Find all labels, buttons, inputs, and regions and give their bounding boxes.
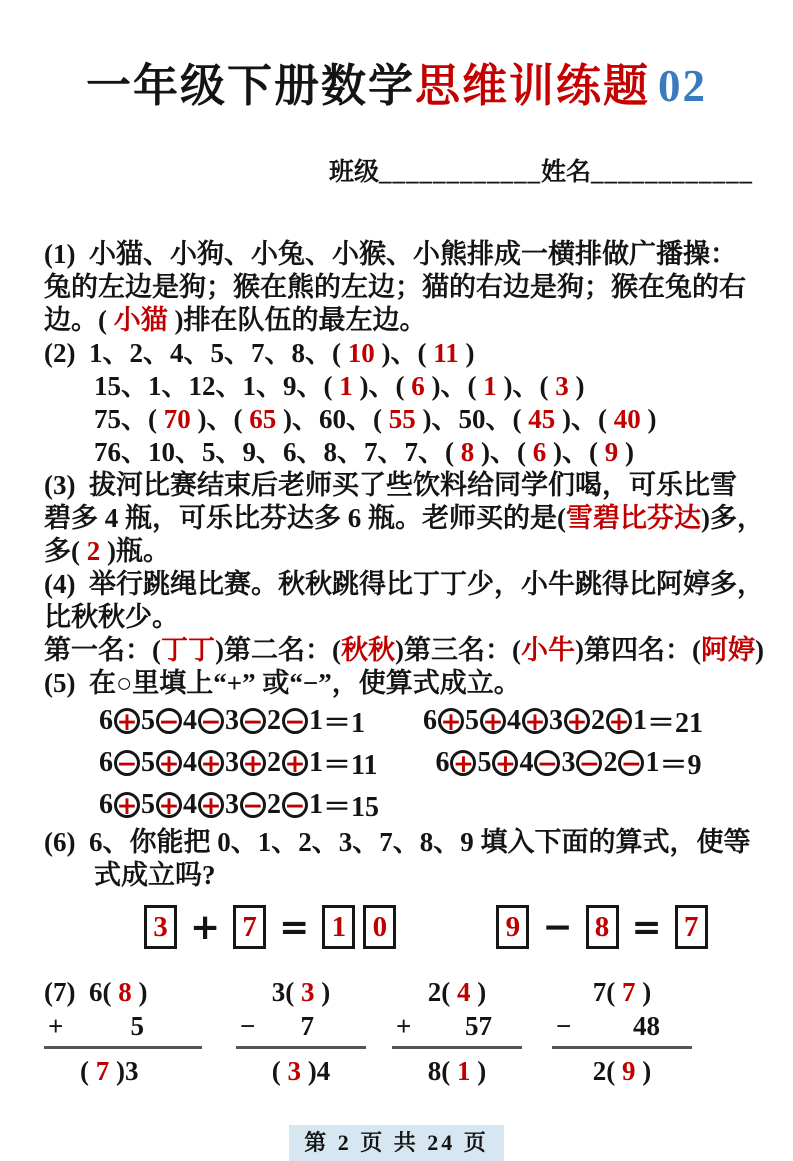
answer-box: 3 (144, 905, 177, 949)
text-segment: ) (470, 977, 487, 1007)
text-segment: ＝9 (659, 750, 702, 781)
q1-line-3 (44, 304, 749, 337)
circled-operator-icon: − (240, 792, 266, 818)
answer-text: 2 (86, 536, 101, 566)
text-segment: 76、10、5、9、6、8、7、7、( (94, 437, 461, 467)
circled-operator-icon: + (564, 708, 590, 734)
text-segment: ) (131, 977, 148, 1007)
answer-text: 3 (287, 1056, 301, 1086)
answer-text: 40 (613, 404, 641, 434)
text-segment: 4 (183, 705, 197, 736)
text-segment: (2) 1、2、4、5、7、8、( (44, 338, 348, 368)
circled-operator-icon: − (282, 708, 308, 734)
text-segment: )、( (474, 437, 533, 467)
operator: − (542, 906, 573, 948)
text-segment: )第四名：( (574, 635, 701, 665)
q2-line-3 (44, 403, 749, 436)
text-segment: 5 (141, 705, 155, 736)
text-segment: )4 (301, 1056, 331, 1086)
answer-text: 6 (411, 371, 425, 401)
operator: + (48, 1011, 64, 1041)
circled-operator-icon: + (480, 708, 506, 734)
circled-operator-icon: + (114, 792, 140, 818)
page-number-footer: 第 2 页 共 24 页 (289, 1125, 504, 1161)
q7-problem-1 (44, 974, 202, 1089)
text-segment: 6 (99, 789, 113, 820)
q7-problem-3 (392, 974, 522, 1089)
circled-operator-icon: − (282, 792, 308, 818)
text-segment: 2( (592, 1056, 622, 1086)
circled-operator-icon: + (282, 750, 308, 776)
q1-line-1 (44, 238, 749, 271)
text-segment: 7( (592, 977, 622, 1007)
answer-text: 1 (457, 1056, 471, 1086)
q7-problem-2-result (236, 1049, 366, 1089)
answer-text: 1 (339, 371, 353, 401)
q7-problem-1-mid (44, 1010, 202, 1049)
answer-box: 8 (586, 905, 619, 949)
text-segment: ＝21 (647, 708, 704, 739)
answer-text: 7 (95, 1056, 110, 1086)
text-segment: 4 (507, 705, 522, 736)
text-segment: )、( (555, 404, 614, 434)
q7-problem-3-mid (392, 1010, 522, 1049)
text-segment: 6 (435, 747, 450, 778)
circled-operator-icon: + (156, 750, 182, 776)
operand: 57 (465, 1011, 492, 1041)
text-segment: )第三名：( (394, 635, 521, 665)
text-segment: 2 (267, 747, 281, 778)
answer-text: 11 (433, 338, 459, 368)
answer-box: 7 (233, 905, 266, 949)
text-segment: ) (470, 1056, 487, 1086)
operator: − (240, 1011, 256, 1041)
text-segment: 5 (141, 747, 155, 778)
text-segment: ( (80, 1056, 96, 1086)
title-part-number: 02 (658, 61, 708, 111)
operator: + (190, 906, 221, 948)
text-segment: 比秋秋少。 (44, 602, 179, 632)
circled-operator-icon: + (198, 750, 224, 776)
class-blank-line: ____________ (379, 159, 542, 186)
circled-operator-icon: + (198, 792, 224, 818)
answer-text: 8 (118, 977, 132, 1007)
answer-box: 9 (496, 905, 529, 949)
text-segment: 兔的左边是狗；猴在熊的左边；猫的右边是狗；猴在兔的右 (44, 272, 746, 302)
text-segment: 2 (267, 789, 281, 820)
text-segment: )、( (546, 437, 605, 467)
text-segment: )瓶。 (100, 536, 170, 566)
text-segment: ( (271, 1056, 288, 1086)
name-label: 姓名 (541, 159, 592, 186)
text-segment: )、( (190, 404, 250, 434)
q7-problem-4-top (552, 974, 692, 1010)
class-label: 班级 (329, 159, 380, 186)
q2-line-1 (44, 337, 749, 370)
text-segment: 6 (99, 705, 113, 736)
text-segment: 6 (99, 747, 113, 778)
page-title (44, 58, 749, 114)
q5-equation-2 (423, 701, 703, 741)
text-segment: 1 (645, 747, 660, 778)
text-segment: 1 (309, 747, 323, 778)
text-segment: 2 (267, 705, 281, 736)
q4-line-1 (44, 568, 764, 601)
title-part-grade: 一年级下册数学 (85, 61, 415, 111)
q4-line-3 (44, 634, 764, 667)
circled-operator-icon: + (450, 750, 476, 776)
text-segment: 5 (477, 747, 492, 778)
text-segment: ) (458, 338, 475, 368)
answer-text: 1 (483, 371, 497, 401)
answer-text: 7 (622, 977, 636, 1007)
text-segment: 3 (225, 747, 239, 778)
answer-text: 6 (532, 437, 547, 467)
text-segment: ) (314, 977, 331, 1007)
text-segment: (3) 拔河比赛结束后老师买了些饮料给同学们喝，可乐比雪 (44, 470, 737, 500)
q7-vertical-problems (44, 974, 749, 1089)
circled-operator-icon: + (606, 708, 632, 734)
answer-text: 秋秋 (340, 635, 395, 665)
q5-equation-row-2 (44, 742, 749, 784)
circled-operator-icon: − (534, 750, 560, 776)
operand: 48 (633, 1011, 660, 1041)
answer-text: 9 (622, 1056, 636, 1086)
q7-problem-4-result (552, 1049, 692, 1089)
circled-operator-icon: + (156, 792, 182, 818)
answer-text: 8 (460, 437, 475, 467)
operator: + (396, 1011, 412, 1041)
text-segment: )3 (109, 1056, 139, 1086)
text-segment: )、( (496, 371, 556, 401)
answer-text: 70 (163, 404, 191, 434)
text-segment: )多， (701, 503, 764, 533)
circled-operator-icon: + (240, 750, 266, 776)
text-segment: 4 (183, 747, 197, 778)
q6-line-2 (44, 859, 749, 892)
text-segment: ) (635, 977, 652, 1007)
answer-text: 阿婷 (700, 635, 755, 665)
answer-text: 45 (528, 404, 556, 434)
text-segment: 8( (427, 1056, 457, 1086)
text-segment: 3 (225, 789, 239, 820)
q6-box-equation-left (140, 905, 400, 949)
text-segment: ) (754, 635, 764, 665)
answer-text: 9 (604, 437, 619, 467)
text-segment: 4 (183, 789, 197, 820)
text-segment: ) (568, 371, 585, 401)
q3-line-1 (44, 469, 749, 502)
operator: = (279, 906, 310, 948)
q7-problem-3-result (392, 1049, 522, 1089)
text-segment: ＝1 (323, 708, 366, 739)
q6-box-equation-right (492, 905, 711, 949)
q3-line-2 (44, 502, 764, 535)
answer-text: 4 (457, 977, 471, 1007)
operand: 5 (130, 1011, 144, 1041)
text-segment: ＝15 (323, 792, 380, 823)
operator: − (556, 1011, 572, 1041)
title-part-subject: 思维训练题 (415, 61, 651, 111)
circled-operator-icon: + (492, 750, 518, 776)
text-segment: ) (635, 1056, 652, 1086)
answer-text: 10 (347, 338, 375, 368)
text-segment: (5) 在○里填上“+” 或“−”，使算式成立。 (44, 668, 521, 698)
text-segment: )、( (374, 338, 434, 368)
circled-operator-icon: − (114, 750, 140, 776)
answer-text: 65 (249, 404, 277, 434)
text-segment: )、50、( (415, 404, 529, 434)
text-segment: 5 (141, 789, 155, 820)
text-segment: 5 (465, 705, 480, 736)
circled-operator-icon: + (522, 708, 548, 734)
text-segment: 边。( (44, 305, 114, 335)
text-segment: 2 (591, 705, 606, 736)
text-segment: 3 (225, 705, 239, 736)
text-segment: (4) 举行跳绳比赛。秋秋跳得比丁丁少，小牛跳得比阿婷多， (44, 569, 764, 599)
answer-box: 0 (363, 905, 396, 949)
text-segment: )排在队伍的最左边。 (167, 305, 427, 335)
text-segment: ) (618, 437, 634, 467)
q5-equation-row-3 (44, 784, 749, 826)
text-segment: ) (640, 404, 657, 434)
text-segment: )、( (424, 371, 484, 401)
text-segment: (1) 小猫、小狗、小兔、小猴、小熊排成一横排做广播操： (44, 239, 737, 269)
answer-text: 3 (555, 371, 569, 401)
answer-text: 丁丁 (161, 635, 215, 665)
text-segment: 2( (427, 977, 457, 1007)
text-segment: 4 (519, 747, 534, 778)
text-segment: (6) 6、你能把 0、1、2、3、7、8、9 填入下面的算式，使等 (44, 827, 751, 857)
q3-line-3 (44, 535, 749, 568)
answer-text: 雪碧比芬达 (566, 503, 701, 533)
answer-text: 3 (301, 977, 315, 1007)
operand: 7 (300, 1011, 314, 1041)
q1-line-2 (44, 271, 749, 304)
text-segment: 式成立吗? (94, 860, 216, 890)
text-segment: 15、1、12、1、9、( (94, 371, 340, 401)
text-segment: 3 (561, 747, 576, 778)
name-blank-line: ____________ (591, 159, 754, 186)
text-segment: )第二名：( (215, 635, 341, 665)
q4-line-2 (44, 601, 749, 634)
text-segment: 1 (309, 789, 323, 820)
circled-operator-icon: + (114, 708, 140, 734)
q5-equation-3 (99, 743, 377, 783)
text-segment: 第一名：( (44, 635, 161, 665)
operator: = (631, 906, 662, 948)
text-segment: 1 (633, 705, 648, 736)
text-segment: 碧多 4 瓶，可乐比芬达多 6 瓶。老师买的是( (44, 503, 566, 533)
q5-equation-1 (99, 701, 365, 741)
q7-problem-4-mid (552, 1010, 692, 1049)
q5-header (44, 667, 749, 700)
q7-problem-1-result (44, 1049, 202, 1089)
text-segment: 3( (271, 977, 301, 1007)
text-segment: 75、( (94, 404, 164, 434)
answer-text: 55 (388, 404, 416, 434)
q7-problem-2-top (236, 974, 366, 1010)
q7-problem-2 (236, 974, 366, 1089)
answer-box: 1 (322, 905, 355, 949)
answer-text: 小猫 (113, 305, 168, 335)
q2-line-4 (44, 436, 749, 469)
answer-text: 小牛 (520, 635, 575, 665)
circled-operator-icon: − (576, 750, 602, 776)
q7-problem-4 (552, 974, 692, 1089)
text-segment: 6( (75, 977, 119, 1007)
answer-box: 7 (675, 905, 708, 949)
circled-operator-icon: − (156, 708, 182, 734)
text-segment: 多( (44, 536, 87, 566)
q5-equation-row-1 (44, 700, 749, 742)
q6-line-1 (44, 826, 749, 859)
circled-operator-icon: − (198, 708, 224, 734)
circled-operator-icon: − (618, 750, 644, 776)
q6-box-equations (140, 902, 749, 952)
text-segment: ＝11 (323, 750, 378, 781)
q5-equation-4 (435, 743, 701, 783)
q7-problem-1-top (44, 974, 202, 1010)
text-segment: )、60、( (276, 404, 389, 434)
q7-problem-2-mid (236, 1010, 366, 1049)
question-label: (7) (44, 977, 76, 1007)
q5-equation-5 (99, 785, 379, 825)
q7-problem-3-top (392, 974, 522, 1010)
circled-operator-icon: + (438, 708, 464, 734)
class-name-line (304, 122, 754, 224)
text-segment: 6 (423, 705, 438, 736)
q2-line-2 (44, 370, 749, 403)
circled-operator-icon: − (240, 708, 266, 734)
text-segment: 3 (549, 705, 564, 736)
text-segment: )、( (352, 371, 412, 401)
text-segment: 1 (309, 705, 323, 736)
text-segment: 2 (603, 747, 618, 778)
